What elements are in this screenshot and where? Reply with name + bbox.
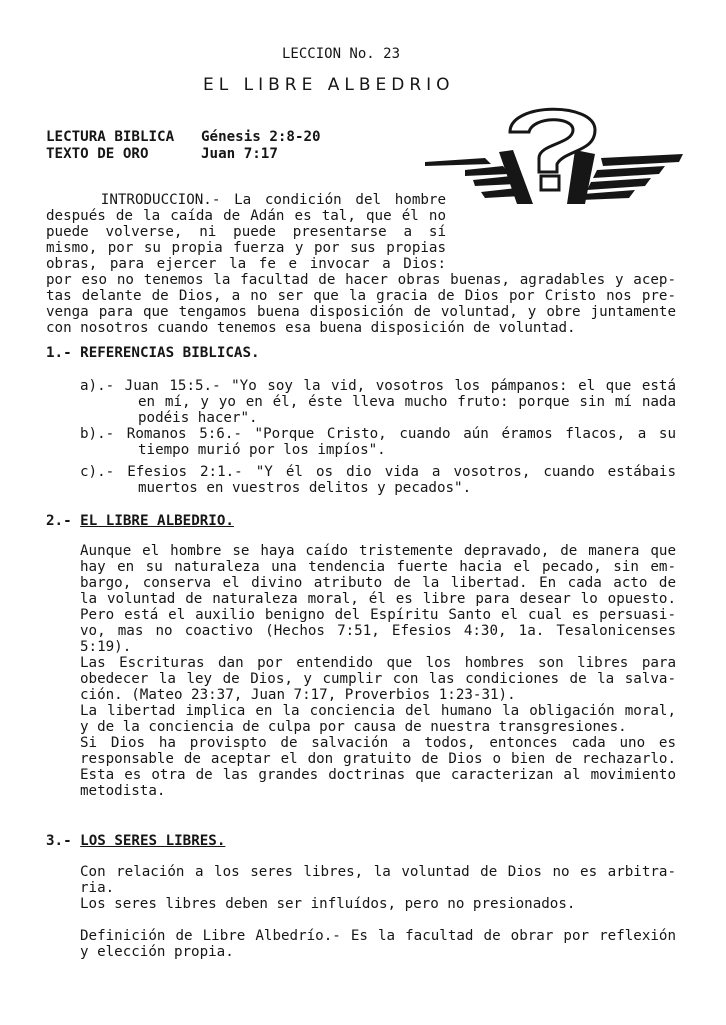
body-line: obedecer la ley de Dios, y cumplir con las condiciones de la salva- [80, 671, 676, 687]
intro-line: por eso no tenemos la facultad de hacer obras buenas, agradables y acep- [46, 272, 676, 288]
reference-line: podéis hacer". [138, 410, 258, 426]
body-line: La libertad implica en la conciencia del humano la obligación moral, [80, 703, 676, 719]
introduction [46, 192, 446, 272]
body-line: responsable de aceptar el don gratuito de Dios o bien de rechazarlo. [80, 751, 676, 767]
introduction-continued [46, 272, 676, 336]
section-heading-references: 1.- REFERENCIAS BIBLICAS. [46, 345, 260, 361]
lesson-number: LECCION No. 23 [282, 46, 401, 62]
body-line: bargo, conserva el divino atributo de la libertad. En cada acto de [80, 575, 676, 591]
page-title: EL LIBRE ALBEDRIO [203, 75, 455, 95]
body-line: hay en su naturaleza una tendencia fuerte hacia el pecado, sin em- [80, 559, 676, 575]
section-title: EL LIBRE ALBEDRIO. [80, 513, 234, 529]
reference-a [80, 378, 676, 426]
intro-line: INTRODUCCION.- La condición del hombre [46, 192, 446, 208]
body-line: ción. (Mateo 23:37, Juan 7:17, Proverbios 1:23-31). [80, 687, 516, 703]
body-line: y elección propia. [80, 944, 234, 960]
body-line: Pero está el auxilio benigno del Espíritu Santo el cual es persuasi- [80, 607, 676, 623]
section-number: 3.- [46, 833, 72, 849]
body-line: la voluntad de naturaleza moral, él es libre para desear lo opuesto. [80, 591, 676, 607]
intro-line: con nosotros cuando tenemos esa buena disposición de voluntad. [46, 320, 576, 336]
reference-b [80, 426, 676, 458]
section-number: 2.- [46, 513, 72, 529]
body-line: metodista. [80, 783, 166, 799]
reference-line: b).- Romanos 5:6.- "Porque Cristo, cuando aún éramos flacos, a su [80, 426, 676, 442]
question-mark-wings-icon [425, 92, 685, 212]
golden-text-value: Juan 7:17 [201, 146, 278, 162]
body-line [80, 912, 676, 928]
golden-text-label: TEXTO DE ORO [46, 146, 149, 162]
body-line: Las Escrituras dan por entendido que los hombres son libres para [80, 655, 676, 671]
intro-line: obras, para ejercer la fe e invocar a Dios: [46, 256, 446, 272]
body-line: y de la conciencia de culpa por causa de nuestra transgresiones. [80, 719, 627, 735]
reference-c [80, 464, 676, 496]
intro-line: tas delante de Dios, a no ser que la gracia de Dios por Cristo nos pre- [46, 288, 676, 304]
body-line: 5:19). [80, 639, 132, 655]
reference-line: a).- Juan 15:5.- "Yo soy la vid, vosotros los pámpanos: el que está [80, 378, 676, 394]
intro-line: después de la caída de Adán es tal, que él no [46, 208, 446, 224]
reference-line: tiempo murió por los impíos". [138, 442, 386, 458]
reference-line: en mí, y yo en él, éste lleva mucho fruto: porque sin mí nada [138, 394, 676, 410]
reading-label: LECTURA BIBLICA [46, 129, 175, 145]
body-line: Con relación a los seres libres, la voluntad de Dios no es arbitra- [80, 864, 676, 880]
reading-value: Génesis 2:8-20 [201, 129, 321, 145]
reference-line: c).- Efesios 2:1.- "Y él os dio vida a vosotros, cuando estábais [80, 464, 676, 480]
body-line: Aunque el hombre se haya caído tristemente depravado, de manera que [80, 543, 676, 559]
body-line: Los seres libres deben ser influídos, pero no presionados. [80, 896, 576, 912]
free-will-body [80, 543, 676, 799]
body-line: Esta es otra de las grandes doctrinas que caracterizan al movimiento [80, 767, 676, 783]
reference-line: muertos en vuestros delitos y pecados". [138, 480, 472, 496]
section-heading-free-beings [46, 833, 225, 849]
section-title: LOS SERES LIBRES. [80, 833, 226, 849]
body-line: Si Dios ha provispto de salvación a todos, entonces cada uno es [80, 735, 676, 751]
free-beings-body [80, 864, 676, 960]
intro-line: venga para que tengamos buena disposición de voluntad, y obre juntamente [46, 304, 676, 320]
intro-line: puede volverse, ni puede presentarse a sí [46, 224, 446, 240]
body-line: Definición de Libre Albedrío.- Es la facultad de obrar por reflexión [80, 928, 676, 944]
section-heading-free-will [46, 513, 234, 529]
body-line: ria. [80, 880, 115, 896]
body-line: vo, mas no coactivo (Hechos 7:51, Efesios 4:30, 1a. Tesalonicenses [80, 623, 676, 639]
intro-line: mismo, por su propia fuerza y por sus propias [46, 240, 446, 256]
